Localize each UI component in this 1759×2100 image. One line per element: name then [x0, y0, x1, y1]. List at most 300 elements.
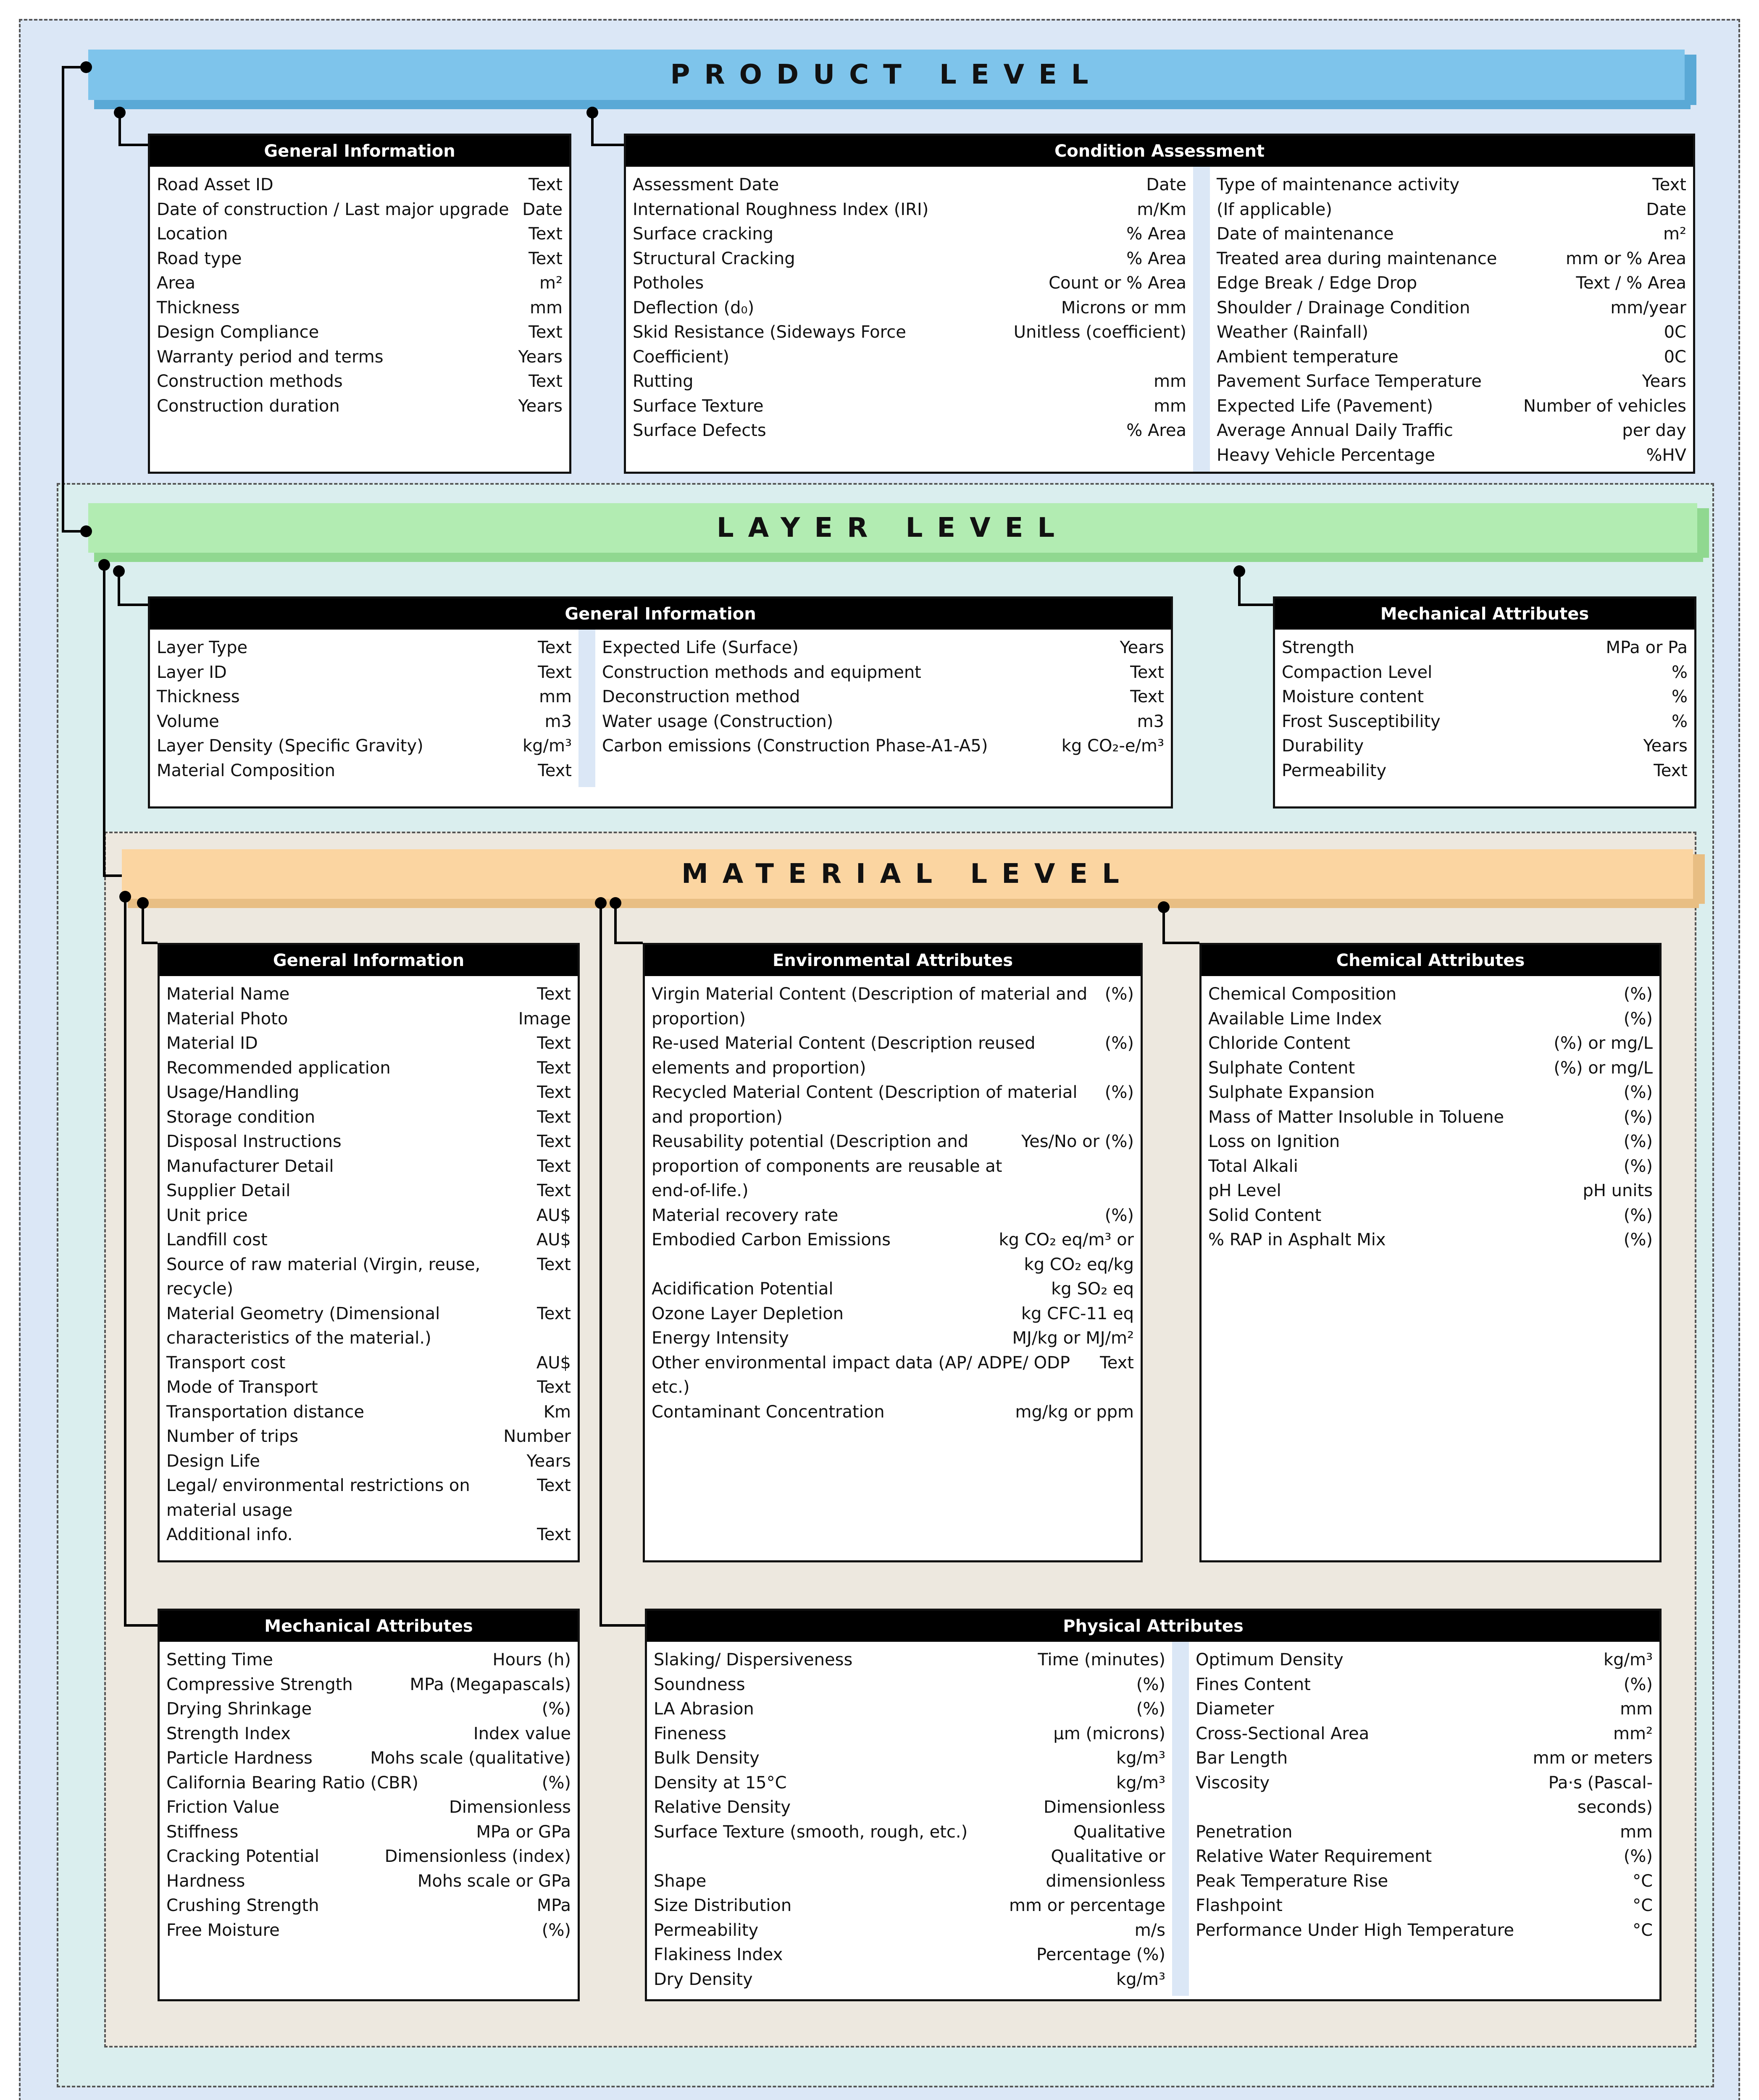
- attribute-unit: mm or meters: [1533, 1748, 1653, 1768]
- attribute-unit: Text: [538, 761, 572, 780]
- attribute-name: Viscosity: [1196, 1773, 1270, 1793]
- attribute-name: Construction methods and equipment: [602, 662, 921, 682]
- attribute-list-right: [602, 635, 1164, 759]
- attribute-name: Unit price: [166, 1205, 248, 1225]
- connector-dot: [1158, 901, 1170, 913]
- attribute-name: Surface Defects: [633, 421, 766, 440]
- attribute-row: [157, 271, 563, 296]
- attribute-row: [1217, 247, 1686, 271]
- attribute-name: Date of maintenance: [1217, 224, 1394, 244]
- attribute-row: [1208, 1228, 1653, 1252]
- attribute-name: Layer ID: [157, 662, 227, 682]
- attribute-unit: Number of vehicles: [1523, 396, 1686, 416]
- attribute-row: [166, 1893, 571, 1918]
- attribute-unit: kg CFC-11 eq: [1021, 1304, 1134, 1323]
- attribute-list: [157, 173, 563, 418]
- attribute-unit: kg CO₂ eq/m³ or kg CO₂ eq/kg: [999, 1230, 1134, 1274]
- attribute-name: Performance Under High Temperature: [1196, 1920, 1514, 1940]
- attribute-name: Fineness: [654, 1724, 726, 1743]
- attribute-name: Permeability: [1282, 761, 1387, 780]
- attribute-row: [652, 1228, 1134, 1277]
- attribute-name: Hardness: [166, 1871, 245, 1891]
- attribute-row: [633, 173, 1186, 197]
- connector-layer-general: [119, 571, 149, 605]
- attribute-row: [166, 1795, 571, 1820]
- attribute-unit: (%): [1623, 1083, 1653, 1102]
- layer-mechanical-attributes-box: [1273, 596, 1696, 808]
- box-title: Chemical Attributes: [1202, 945, 1659, 976]
- attribute-name: pH Level: [1208, 1181, 1281, 1200]
- attribute-name: Strength Index: [166, 1724, 291, 1743]
- attribute-name: Legal/ environmental restrictions on material usage: [166, 1476, 470, 1520]
- attribute-row: [1196, 1672, 1653, 1697]
- attribute-name: Chloride Content: [1208, 1034, 1351, 1053]
- attribute-row: [652, 1400, 1134, 1425]
- material-environmental-attributes-box: [643, 943, 1143, 1562]
- attribute-unit: (%): [1136, 1699, 1165, 1719]
- attribute-row: [1282, 759, 1688, 783]
- attribute-row: [157, 685, 572, 709]
- connector-dot: [80, 61, 92, 73]
- attribute-list: [166, 1648, 571, 1942]
- attribute-unit: (%): [1104, 1034, 1134, 1053]
- attribute-unit: mm/year: [1610, 298, 1686, 318]
- attribute-row: [654, 1795, 1165, 1820]
- attribute-row: [166, 1869, 571, 1894]
- attribute-unit: Text: [528, 372, 563, 391]
- attribute-unit: Dimensionless (index): [384, 1847, 571, 1866]
- attribute-row: [1217, 320, 1686, 345]
- attribute-unit: Qualitative Qualitative or: [1051, 1822, 1165, 1866]
- connector-dot: [80, 525, 92, 537]
- attribute-name: Thickness: [157, 298, 240, 318]
- attribute-unit: AU$: [536, 1353, 571, 1373]
- attribute-row: [166, 1302, 571, 1351]
- attribute-row: [166, 1820, 571, 1845]
- attribute-row: [1208, 1129, 1653, 1154]
- attribute-row: [166, 1918, 571, 1943]
- attribute-row: [1208, 1056, 1653, 1081]
- attribute-unit: mm or percentage: [1009, 1896, 1165, 1915]
- attribute-row: [602, 635, 1164, 660]
- attribute-name: Fines Content: [1196, 1675, 1311, 1694]
- attribute-row: [166, 1203, 571, 1228]
- attribute-name: Expected Life (Surface): [602, 638, 799, 657]
- attribute-unit: m3: [1137, 711, 1164, 731]
- attribute-row: [1196, 1746, 1653, 1771]
- attribute-row: [166, 1400, 571, 1425]
- material-chemical-attributes-box: [1199, 943, 1662, 1562]
- attribute-row: [652, 982, 1134, 1031]
- attribute-unit: % Area: [1126, 421, 1186, 440]
- attribute-unit: Text: [537, 1525, 571, 1544]
- attribute-name: Crushing Strength: [166, 1896, 319, 1915]
- attribute-unit: %: [1671, 662, 1688, 682]
- attribute-unit: Years: [1643, 736, 1688, 756]
- box-title: Condition Assessment: [626, 136, 1693, 167]
- attribute-unit: kg/m³: [1116, 1773, 1165, 1793]
- attribute-name: Usage/Handling: [166, 1083, 300, 1102]
- attribute-unit: Text: [537, 1132, 571, 1151]
- attribute-row: [1196, 1844, 1653, 1869]
- attribute-row: [1282, 685, 1688, 709]
- attribute-unit: Years: [518, 396, 563, 416]
- attribute-unit: Years: [1120, 638, 1164, 657]
- attribute-unit: (%) or mg/L: [1554, 1034, 1653, 1053]
- attribute-name: Stiffness: [166, 1822, 239, 1842]
- attribute-name: Material Photo: [166, 1009, 288, 1029]
- attribute-unit: kg CO₂-e/m³: [1061, 736, 1164, 756]
- attribute-row: [633, 247, 1186, 271]
- attribute-row: [166, 1154, 571, 1179]
- attribute-name: Disposal Instructions: [166, 1132, 342, 1151]
- attribute-name: Construction duration: [157, 396, 340, 416]
- attribute-unit: %: [1671, 687, 1688, 706]
- attribute-name: (If applicable): [1217, 200, 1332, 219]
- attribute-row: [602, 734, 1164, 759]
- attribute-name: Additional info.: [166, 1525, 293, 1544]
- attribute-unit: °C: [1633, 1896, 1653, 1915]
- attribute-name: Skid Resistance (Sideways Force Coefficient): [633, 323, 906, 367]
- attribute-row: [157, 734, 572, 759]
- attribute-name: Bulk Density: [654, 1748, 760, 1768]
- product-general-information-box: [148, 134, 571, 474]
- attribute-unit: Text: [1130, 687, 1164, 706]
- layer-level-title: LAYER LEVEL: [716, 512, 1069, 543]
- attribute-name: Frost Susceptibility: [1282, 711, 1441, 731]
- attribute-name: Durability: [1282, 736, 1364, 756]
- attribute-unit: (%): [1623, 1230, 1653, 1250]
- attribute-row: [1208, 1031, 1653, 1056]
- attribute-name: Particle Hardness: [166, 1748, 313, 1768]
- attribute-unit: m/s: [1134, 1920, 1165, 1940]
- attribute-unit: Text: [538, 662, 572, 682]
- attribute-unit: (%): [1623, 1009, 1653, 1029]
- attribute-name: Reusability potential (Description and proportion of components are reusable at end-of-life.): [652, 1132, 1002, 1200]
- attribute-name: Date of construction / Last major upgrade: [157, 200, 509, 219]
- attribute-unit: mm: [1620, 1822, 1653, 1842]
- attribute-row: [1217, 173, 1686, 197]
- attribute-row: [633, 320, 1186, 369]
- attribute-unit: Text: [537, 1255, 571, 1274]
- attribute-unit: Text: [528, 323, 563, 342]
- attribute-name: Storage condition: [166, 1107, 316, 1127]
- attribute-name: Material recovery rate: [652, 1205, 839, 1225]
- attribute-unit: kg/m³: [1603, 1650, 1653, 1670]
- attribute-row: [1217, 222, 1686, 247]
- attribute-name: Mass of Matter Insoluble in Toluene: [1208, 1107, 1504, 1127]
- attribute-row: [602, 709, 1164, 734]
- attribute-unit: MJ/kg or MJ/m²: [1012, 1328, 1134, 1348]
- attribute-unit: m²: [1663, 224, 1686, 244]
- box-title: Mechanical Attributes: [160, 1611, 578, 1642]
- attribute-row: [166, 1672, 571, 1697]
- attribute-row: [166, 1375, 571, 1400]
- attribute-unit: Number: [503, 1427, 571, 1446]
- attribute-row: [157, 709, 572, 734]
- attribute-row: [652, 1351, 1134, 1400]
- attribute-unit: Text: [528, 249, 563, 268]
- attribute-row: [157, 369, 563, 394]
- connector-dot: [586, 107, 598, 118]
- attribute-row: [1208, 982, 1653, 1007]
- attribute-row: [654, 1869, 1165, 1894]
- attribute-name: Size Distribution: [654, 1896, 792, 1915]
- attribute-row: [166, 1648, 571, 1672]
- attribute-name: Weather (Rainfall): [1217, 323, 1369, 342]
- attribute-name: Layer Type: [157, 638, 248, 657]
- attribute-unit: Image: [518, 1009, 571, 1029]
- attribute-name: Solid Content: [1208, 1205, 1322, 1225]
- attribute-row: [157, 345, 563, 370]
- connector-material-left-main: [125, 897, 158, 1625]
- attribute-list-left: [157, 635, 572, 783]
- attribute-name: Friction Value: [166, 1798, 279, 1817]
- attribute-row: [654, 1697, 1165, 1722]
- attribute-unit: mm or % Area: [1565, 249, 1686, 268]
- attribute-name: Other environmental impact data (AP/ ADPE/ ODP etc.): [652, 1353, 1070, 1397]
- attribute-row: [652, 1031, 1134, 1080]
- attribute-list: [1282, 635, 1688, 783]
- attribute-name: Moisture content: [1282, 687, 1424, 706]
- attribute-unit: AU$: [536, 1205, 571, 1225]
- attribute-name: Mode of Transport: [166, 1378, 318, 1397]
- attribute-unit: m²: [539, 273, 563, 293]
- attribute-unit: MPa: [536, 1896, 571, 1915]
- attribute-unit: %HV: [1646, 445, 1686, 465]
- attribute-row: [166, 1056, 571, 1081]
- attribute-row: [157, 173, 563, 197]
- connector-material-chemical: [1164, 907, 1199, 943]
- attribute-name: Recycled Material Content (Description of material and proportion): [652, 1083, 1078, 1127]
- attribute-row: [166, 1473, 571, 1522]
- attribute-name: Sulphate Expansion: [1208, 1083, 1375, 1102]
- attribute-row: [652, 1203, 1134, 1228]
- attribute-unit: 0C: [1664, 347, 1686, 367]
- attribute-name: Number of trips: [166, 1427, 299, 1446]
- attribute-name: Design Compliance: [157, 323, 319, 342]
- attribute-name: Type of maintenance activity: [1217, 175, 1460, 194]
- attribute-name: Treated area during maintenance: [1217, 249, 1497, 268]
- attribute-row: [652, 1302, 1134, 1326]
- attribute-name: Dry Density: [654, 1969, 753, 1989]
- attribute-unit: MPa or Pa: [1606, 638, 1688, 657]
- attribute-name: Available Lime Index: [1208, 1009, 1382, 1029]
- attribute-row: [602, 660, 1164, 685]
- attribute-name: Penetration: [1196, 1822, 1293, 1842]
- attribute-name: Material Name: [166, 984, 290, 1004]
- attribute-unit: Mohs scale or GPa: [417, 1871, 571, 1891]
- attribute-unit: mm: [539, 687, 572, 706]
- attribute-unit: Text: [528, 175, 563, 194]
- attribute-row: [1208, 1080, 1653, 1105]
- attribute-row: [1217, 271, 1686, 296]
- attribute-row: [633, 296, 1186, 320]
- attribute-row: [157, 320, 563, 345]
- attribute-row: [633, 369, 1186, 394]
- attribute-row: [1208, 1105, 1653, 1130]
- attribute-unit: Dimensionless: [1043, 1798, 1165, 1817]
- attribute-unit: Text: [537, 1476, 571, 1495]
- attribute-name: Cracking Potential: [166, 1847, 319, 1866]
- attribute-list-right: [1217, 173, 1686, 467]
- attribute-unit: (%): [1104, 1205, 1134, 1225]
- attribute-unit: (%): [1136, 1675, 1165, 1694]
- connector-dot: [98, 559, 110, 571]
- attribute-unit: Text: [537, 1034, 571, 1053]
- attribute-row: [652, 1277, 1134, 1302]
- attribute-row: [1196, 1918, 1653, 1943]
- attribute-unit: Text: [537, 1058, 571, 1078]
- attribute-name: Relative Water Requirement: [1196, 1847, 1432, 1866]
- attribute-name: Cross-Sectional Area: [1196, 1724, 1370, 1743]
- attribute-unit: Dimensionless: [449, 1798, 571, 1817]
- attribute-unit: Count or % Area: [1049, 273, 1186, 293]
- attribute-row: [633, 271, 1186, 296]
- attribute-row: [1217, 296, 1686, 320]
- attribute-name: Pavement Surface Temperature: [1217, 372, 1482, 391]
- attribute-name: Landfill cost: [166, 1230, 268, 1250]
- attribute-list: [652, 982, 1134, 1424]
- attribute-unit: dimensionless: [1046, 1871, 1165, 1891]
- connector-dot: [114, 107, 126, 118]
- attribute-name: Peak Temperature Rise: [1196, 1871, 1388, 1891]
- attribute-row: [1282, 660, 1688, 685]
- attribute-name: Surface Texture: [633, 396, 764, 416]
- attribute-row: [1196, 1697, 1653, 1722]
- attribute-name: Flakiness Index: [654, 1945, 783, 1964]
- attribute-row: [652, 1129, 1134, 1203]
- attribute-row: [654, 1967, 1165, 1992]
- attribute-list-right: [1196, 1648, 1653, 1942]
- attribute-unit: Text: [538, 638, 572, 657]
- attribute-row: [1196, 1869, 1653, 1894]
- attribute-row: [166, 1424, 571, 1449]
- attribute-unit: (%): [1623, 1132, 1653, 1151]
- attribute-row: [1217, 394, 1686, 419]
- connector-material-general: [143, 903, 158, 943]
- attribute-unit: Years: [526, 1451, 571, 1471]
- connector-dot: [113, 565, 125, 577]
- attribute-name: Shape: [654, 1871, 707, 1891]
- attribute-unit: (%): [1623, 984, 1653, 1004]
- attribute-name: Transportation distance: [166, 1402, 365, 1422]
- attribute-row: [654, 1771, 1165, 1796]
- attribute-name: Assessment Date: [633, 175, 779, 194]
- attribute-row: [652, 1080, 1134, 1129]
- attribute-row: [1196, 1722, 1653, 1746]
- attribute-unit: Text / % Area: [1576, 273, 1686, 293]
- attribute-name: Density at 15°C: [654, 1773, 787, 1793]
- attribute-name: Deflection (d₀): [633, 298, 755, 318]
- attribute-row: [157, 296, 563, 320]
- attribute-name: International Roughness Index (IRI): [633, 200, 929, 219]
- attribute-unit: Mohs scale (qualitative): [370, 1748, 571, 1768]
- connector-main: [63, 67, 86, 531]
- attribute-row: [1196, 1893, 1653, 1918]
- attribute-unit: Text: [537, 1304, 571, 1323]
- box-title: General Information: [150, 136, 569, 167]
- attribute-row: [166, 1031, 571, 1056]
- attribute-name: Location: [157, 224, 228, 244]
- attribute-row: [654, 1820, 1165, 1869]
- attribute-row: [654, 1893, 1165, 1918]
- attribute-list-left: [633, 173, 1186, 443]
- attribute-row: [166, 1228, 571, 1252]
- attribute-unit: Text: [1652, 175, 1686, 194]
- attribute-unit: Years: [518, 347, 563, 367]
- attribute-name: Deconstruction method: [602, 687, 800, 706]
- attribute-row: [633, 394, 1186, 419]
- attribute-row: [1217, 369, 1686, 394]
- attribute-name: Strength: [1282, 638, 1355, 657]
- attribute-name: Flashpoint: [1196, 1896, 1283, 1915]
- attribute-unit: per day: [1622, 421, 1686, 440]
- attribute-unit: °C: [1633, 1871, 1653, 1891]
- attribute-row: [166, 1449, 571, 1474]
- attribute-row: [166, 1351, 571, 1376]
- attribute-row: [166, 1252, 571, 1302]
- box-title: General Information: [150, 598, 1171, 630]
- attribute-unit: mm²: [1613, 1724, 1653, 1743]
- attribute-name: Virgin Material Content (Description of material and proportion): [652, 984, 1088, 1029]
- attribute-row: [654, 1746, 1165, 1771]
- attribute-row: [1208, 1007, 1653, 1032]
- attribute-unit: Pa·s (Pascal- seconds): [1548, 1773, 1653, 1817]
- attribute-unit: mm: [530, 298, 563, 318]
- attribute-row: [1282, 709, 1688, 734]
- connector-material-environmental: [615, 903, 643, 943]
- attribute-name: Total Alkali: [1208, 1156, 1298, 1176]
- material-level-title: MATERIAL LEVEL: [681, 858, 1133, 890]
- attribute-row: [1196, 1771, 1653, 1820]
- attribute-row: [166, 1007, 571, 1032]
- connector-dot: [119, 891, 131, 903]
- attribute-row: [1282, 635, 1688, 660]
- connector-dot: [1233, 565, 1245, 577]
- attribute-unit: 0C: [1664, 323, 1686, 342]
- attribute-unit: (%): [542, 1920, 571, 1940]
- attribute-name: Material ID: [166, 1034, 258, 1053]
- attribute-unit: % Area: [1126, 249, 1186, 268]
- attribute-unit: Text: [537, 984, 571, 1004]
- attribute-name: Surface Texture (smooth, rough, etc.): [654, 1822, 968, 1842]
- attribute-unit: Text: [537, 1156, 571, 1176]
- attribute-unit: Text: [528, 224, 563, 244]
- attribute-row: [1217, 197, 1686, 222]
- attribute-row: [652, 1326, 1134, 1351]
- connector-product-general: [120, 113, 149, 145]
- attribute-name: Material Geometry (Dimensional characteristics of the material.): [166, 1304, 440, 1348]
- attribute-row: [157, 660, 572, 685]
- attribute-name: Source of raw material (Virgin, reuse, recycle): [166, 1255, 481, 1299]
- attribute-row: [1196, 1648, 1653, 1672]
- connector-product-condition: [592, 113, 624, 145]
- attribute-unit: Km: [543, 1402, 571, 1422]
- attribute-row: [157, 197, 563, 222]
- attribute-name: Setting Time: [166, 1650, 273, 1670]
- attribute-row: [654, 1942, 1165, 1967]
- attribute-unit: (%): [542, 1699, 571, 1719]
- attribute-name: Re-used Material Content (Description reused elements and proportion): [652, 1034, 1036, 1078]
- attribute-name: Sulphate Content: [1208, 1058, 1355, 1078]
- attribute-name: Optimum Density: [1196, 1650, 1344, 1670]
- attribute-unit: °C: [1633, 1920, 1653, 1940]
- attribute-name: Diameter: [1196, 1699, 1274, 1719]
- attribute-unit: Years: [1642, 372, 1686, 391]
- attribute-unit: (%): [1104, 1083, 1134, 1102]
- attribute-unit: (%) or mg/L: [1554, 1058, 1653, 1078]
